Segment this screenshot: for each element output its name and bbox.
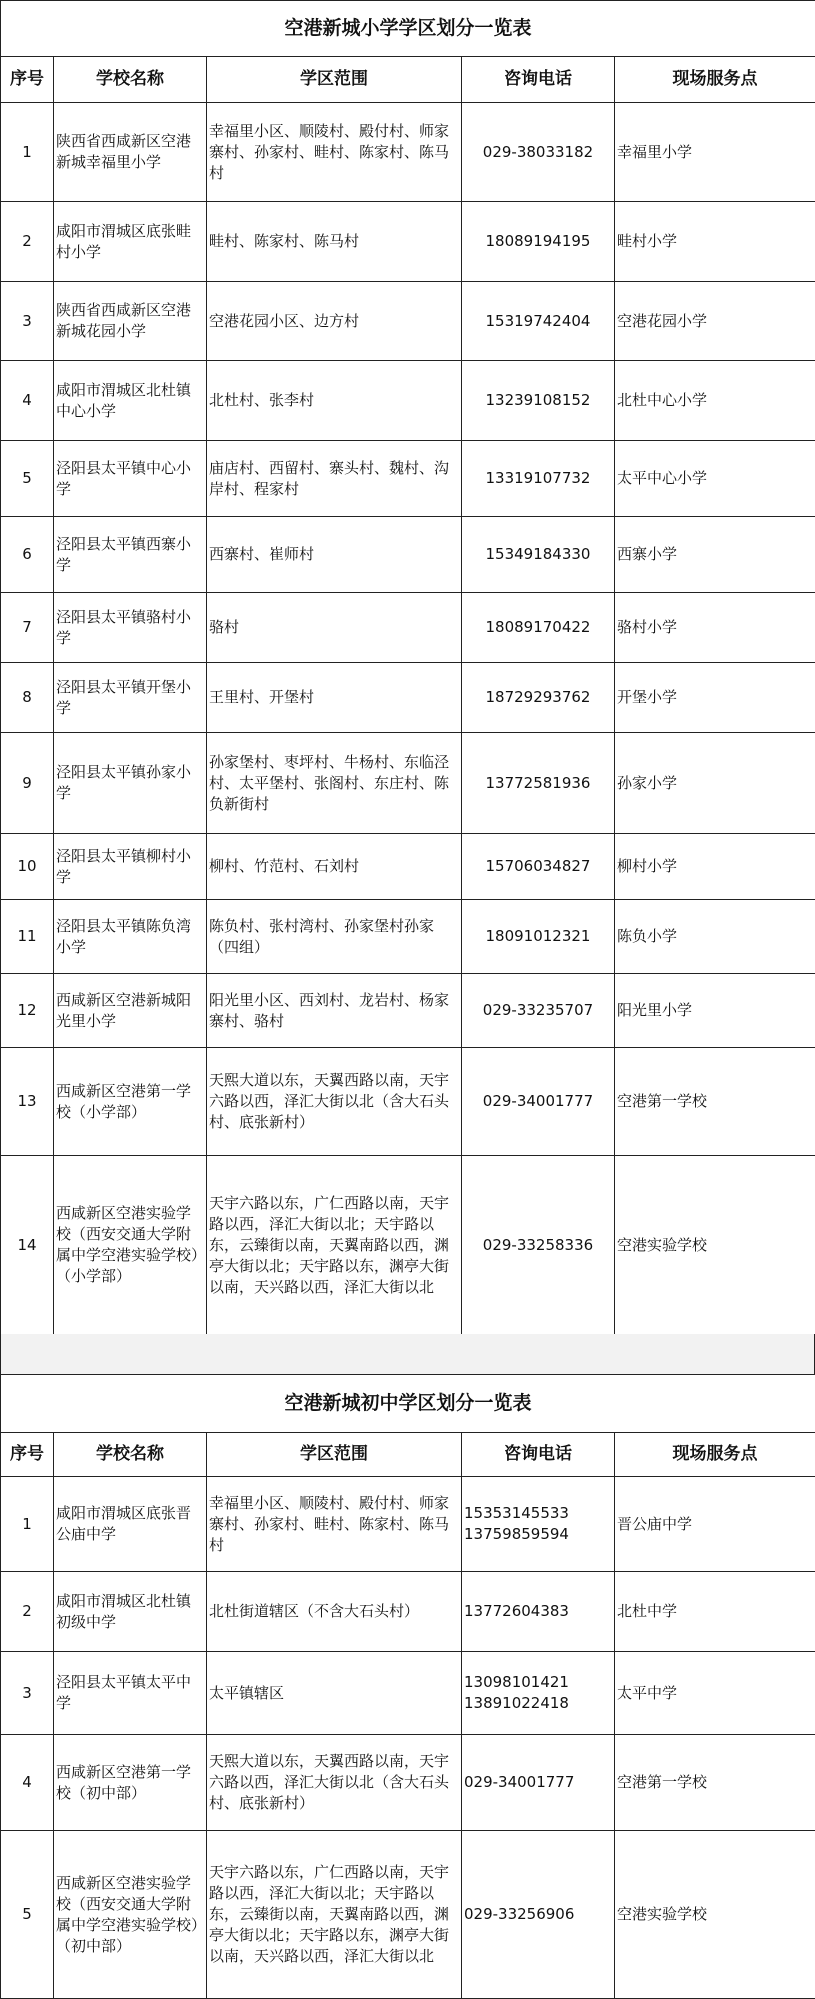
service-site: 畦村小学 bbox=[615, 202, 815, 282]
table-row bbox=[1, 361, 815, 441]
middle-header-row bbox=[1, 1433, 815, 1477]
row-number: 5 bbox=[1, 441, 54, 517]
service-site: 空港花园小学 bbox=[615, 282, 815, 361]
table-row bbox=[1, 1477, 815, 1572]
service-site: 晋公庙中学 bbox=[615, 1477, 815, 1572]
school-name: 泾阳县太平镇骆村小学 bbox=[54, 593, 207, 663]
service-site: 空港第一学校 bbox=[615, 1735, 815, 1831]
consult-phone: 15319742404 bbox=[462, 282, 615, 361]
school-name: 泾阳县太平镇中心小学 bbox=[54, 441, 207, 517]
consult-phone: 18089194195 bbox=[462, 202, 615, 282]
consult-phone bbox=[462, 1477, 615, 1572]
row-number: 2 bbox=[1, 202, 54, 282]
table-gap bbox=[0, 1334, 815, 1374]
service-site: 孙家小学 bbox=[615, 733, 815, 834]
table-row bbox=[1, 1156, 815, 1335]
school-name: 泾阳县太平镇开堡小学 bbox=[54, 663, 207, 733]
service-site: 北杜中学 bbox=[615, 1572, 815, 1652]
district-range: 天熙大道以东，天翼西路以南，天宇六路以西，泽汇大街以北（含大石头村、底张新村） bbox=[207, 1048, 462, 1156]
row-number: 7 bbox=[1, 593, 54, 663]
header-phone: 咨询电话 bbox=[462, 57, 615, 103]
school-name: 陕西省西咸新区空港新城花园小学 bbox=[54, 282, 207, 361]
row-number: 11 bbox=[1, 900, 54, 974]
service-site: 太平中心小学 bbox=[615, 441, 815, 517]
phone-line: 13891022418 bbox=[464, 1693, 612, 1714]
consult-phone: 029-33235707 bbox=[462, 974, 615, 1048]
school-name: 西咸新区空港新城阳光里小学 bbox=[54, 974, 207, 1048]
district-range: 天熙大道以东，天翼西路以南，天宇六路以西，泽汇大街以北（含大石头村、底张新村） bbox=[207, 1735, 462, 1831]
table-row bbox=[1, 103, 815, 202]
header-site: 现场服务点 bbox=[615, 1433, 815, 1477]
table-row bbox=[1, 202, 815, 282]
service-site: 开堡小学 bbox=[615, 663, 815, 733]
row-number: 6 bbox=[1, 517, 54, 593]
district-range: 陈负村、张村湾村、孙家堡村孙家（四组） bbox=[207, 900, 462, 974]
school-name: 泾阳县太平镇太平中学 bbox=[54, 1652, 207, 1735]
service-site: 太平中学 bbox=[615, 1652, 815, 1735]
header-school: 学校名称 bbox=[54, 57, 207, 103]
district-range: 骆村 bbox=[207, 593, 462, 663]
phone-line: 13772604383 bbox=[464, 1601, 612, 1622]
row-number: 4 bbox=[1, 1735, 54, 1831]
consult-phone: 13319107732 bbox=[462, 441, 615, 517]
row-number: 3 bbox=[1, 1652, 54, 1735]
table-row bbox=[1, 834, 815, 900]
header-num: 序号 bbox=[1, 1433, 54, 1477]
row-number: 13 bbox=[1, 1048, 54, 1156]
district-range: 王里村、开堡村 bbox=[207, 663, 462, 733]
district-range: 空港花园小区、边方村 bbox=[207, 282, 462, 361]
school-name: 泾阳县太平镇柳村小学 bbox=[54, 834, 207, 900]
row-number: 4 bbox=[1, 361, 54, 441]
consult-phone: 13239108152 bbox=[462, 361, 615, 441]
consult-phone bbox=[462, 1735, 615, 1831]
school-name: 咸阳市渭城区底张畦村小学 bbox=[54, 202, 207, 282]
table-row bbox=[1, 733, 815, 834]
school-name: 西咸新区空港实验学校（西安交通大学附属中学空港实验学校）（初中部） bbox=[54, 1831, 207, 1999]
service-site: 陈负小学 bbox=[615, 900, 815, 974]
row-number: 1 bbox=[1, 103, 54, 202]
consult-phone bbox=[462, 1572, 615, 1652]
header-range: 学区范围 bbox=[207, 1433, 462, 1477]
service-site: 北杜中心小学 bbox=[615, 361, 815, 441]
phone-line: 029-33256906 bbox=[464, 1904, 612, 1925]
table-row bbox=[1, 900, 815, 974]
primary-table-title: 空港新城小学学区划分一览表 bbox=[1, 1, 815, 57]
service-site: 空港实验学校 bbox=[615, 1156, 815, 1335]
consult-phone: 15706034827 bbox=[462, 834, 615, 900]
consult-phone: 029-38033182 bbox=[462, 103, 615, 202]
row-number: 10 bbox=[1, 834, 54, 900]
phone-line: 029-34001777 bbox=[464, 1772, 612, 1793]
middle-school-sheet bbox=[0, 1374, 815, 1999]
row-number: 14 bbox=[1, 1156, 54, 1335]
school-name: 泾阳县太平镇孙家小学 bbox=[54, 733, 207, 834]
row-number: 9 bbox=[1, 733, 54, 834]
school-name: 泾阳县太平镇西寨小学 bbox=[54, 517, 207, 593]
row-number: 3 bbox=[1, 282, 54, 361]
consult-phone: 15349184330 bbox=[462, 517, 615, 593]
consult-phone bbox=[462, 1831, 615, 1999]
header-range: 学区范围 bbox=[207, 57, 462, 103]
school-name: 西咸新区空港第一学校（初中部） bbox=[54, 1735, 207, 1831]
consult-phone: 029-33258336 bbox=[462, 1156, 615, 1335]
service-site: 骆村小学 bbox=[615, 593, 815, 663]
district-range: 阳光里小区、西刘村、龙岩村、杨家寨村、骆村 bbox=[207, 974, 462, 1048]
district-range: 柳村、竹范村、石刘村 bbox=[207, 834, 462, 900]
service-site: 空港第一学校 bbox=[615, 1048, 815, 1156]
primary-header-row bbox=[1, 57, 815, 103]
district-range: 幸福里小区、顺陵村、殿付村、师家寨村、孙家村、畦村、陈家村、陈马村 bbox=[207, 1477, 462, 1572]
district-range: 幸福里小区、顺陵村、殿付村、师家寨村、孙家村、畦村、陈家村、陈马村 bbox=[207, 103, 462, 202]
district-range: 孙家堡村、枣坪村、牛杨村、东临泾村、太平堡村、张阁村、东庄村、陈负新街村 bbox=[207, 733, 462, 834]
school-name: 咸阳市渭城区北杜镇中心小学 bbox=[54, 361, 207, 441]
table-row bbox=[1, 1048, 815, 1156]
table-row bbox=[1, 974, 815, 1048]
table-row bbox=[1, 1572, 815, 1652]
row-number: 12 bbox=[1, 974, 54, 1048]
header-school: 学校名称 bbox=[54, 1433, 207, 1477]
table-row bbox=[1, 663, 815, 733]
district-range: 太平镇辖区 bbox=[207, 1652, 462, 1735]
row-number: 2 bbox=[1, 1572, 54, 1652]
district-range: 北杜街道辖区（不含大石头村） bbox=[207, 1572, 462, 1652]
header-site: 现场服务点 bbox=[615, 57, 815, 103]
service-site: 阳光里小学 bbox=[615, 974, 815, 1048]
district-range: 庙店村、西留村、寨头村、魏村、沟岸村、程家村 bbox=[207, 441, 462, 517]
middle-table-title: 空港新城初中学区划分一览表 bbox=[1, 1375, 815, 1433]
district-range: 西寨村、崔师村 bbox=[207, 517, 462, 593]
phone-line: 13098101421 bbox=[464, 1672, 612, 1693]
table-row bbox=[1, 517, 815, 593]
school-name: 咸阳市渭城区北杜镇初级中学 bbox=[54, 1572, 207, 1652]
table-row bbox=[1, 1652, 815, 1735]
row-number: 8 bbox=[1, 663, 54, 733]
service-site: 空港实验学校 bbox=[615, 1831, 815, 1999]
consult-phone: 18089170422 bbox=[462, 593, 615, 663]
school-name: 西咸新区空港第一学校（小学部） bbox=[54, 1048, 207, 1156]
middle-school-table bbox=[0, 1374, 815, 1999]
school-name: 西咸新区空港实验学校（西安交通大学附属中学空港实验学校）（小学部） bbox=[54, 1156, 207, 1335]
school-name: 陕西省西咸新区空港新城幸福里小学 bbox=[54, 103, 207, 202]
row-number: 1 bbox=[1, 1477, 54, 1572]
district-range: 畦村、陈家村、陈马村 bbox=[207, 202, 462, 282]
consult-phone: 18091012321 bbox=[462, 900, 615, 974]
district-range: 天宇六路以东，广仁西路以南，天宇路以西，泽汇大街以北；天宇路以东，云臻街以南，天翼南路以西，渊亭大街以北；天宇路以东，渊亭大街以南，天兴路以西，泽汇大街以北 bbox=[207, 1156, 462, 1335]
table-row bbox=[1, 593, 815, 663]
school-name: 咸阳市渭城区底张晋公庙中学 bbox=[54, 1477, 207, 1572]
service-site: 西寨小学 bbox=[615, 517, 815, 593]
table-row bbox=[1, 441, 815, 517]
table-row bbox=[1, 1735, 815, 1831]
table-row bbox=[1, 1831, 815, 1999]
service-site: 柳村小学 bbox=[615, 834, 815, 900]
phone-line: 15353145533 bbox=[464, 1503, 612, 1524]
school-name: 泾阳县太平镇陈负湾小学 bbox=[54, 900, 207, 974]
district-range: 天宇六路以东，广仁西路以南，天宇路以西，泽汇大街以北；天宇路以东，云臻街以南，天翼南路以西，渊亭大街以北；天宇路以东，渊亭大街以南，天兴路以西，泽汇大街以北 bbox=[207, 1831, 462, 1999]
consult-phone: 029-34001777 bbox=[462, 1048, 615, 1156]
header-phone: 咨询电话 bbox=[462, 1433, 615, 1477]
service-site: 幸福里小学 bbox=[615, 103, 815, 202]
district-range: 北杜村、张李村 bbox=[207, 361, 462, 441]
phone-line: 13759859594 bbox=[464, 1524, 612, 1545]
header-num: 序号 bbox=[1, 57, 54, 103]
consult-phone: 13772581936 bbox=[462, 733, 615, 834]
consult-phone bbox=[462, 1652, 615, 1735]
table-row bbox=[1, 282, 815, 361]
row-number: 5 bbox=[1, 1831, 54, 1999]
consult-phone: 18729293762 bbox=[462, 663, 615, 733]
